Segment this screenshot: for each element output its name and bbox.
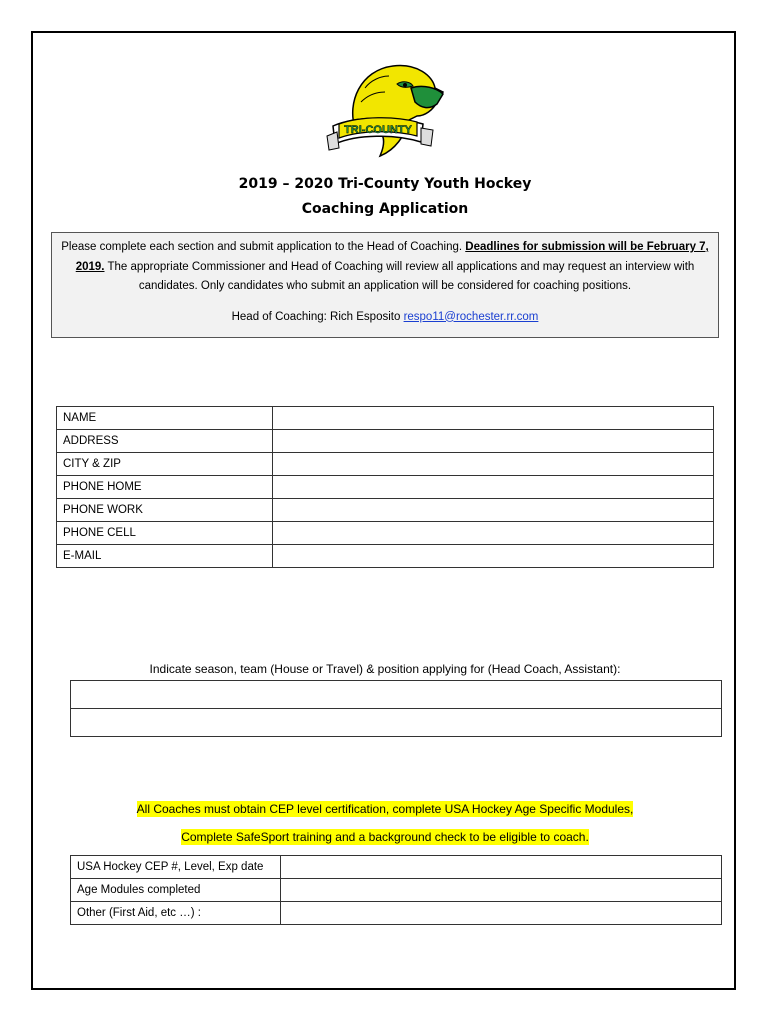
field-value-input[interactable] xyxy=(273,499,714,522)
field-value-input[interactable] xyxy=(273,545,714,568)
field-label: PHONE HOME xyxy=(57,476,273,499)
field-value-input[interactable] xyxy=(273,407,714,430)
table-row xyxy=(57,545,714,568)
certification-table xyxy=(70,855,722,925)
season-position-table xyxy=(70,680,722,737)
certification-warning-line1: All Coaches must obtain CEP level certification, complete USA Hockey Age Specific Modules, xyxy=(136,802,634,816)
table-row xyxy=(57,430,714,453)
table-row xyxy=(71,879,722,902)
field-value-input[interactable] xyxy=(71,681,722,709)
instructions-body: The appropriate Commissioner and Head of Coaching will review all applications and may request an interview with candidates. Only candidates who submit an application will be considered for coaching positions. xyxy=(104,260,695,292)
table-row xyxy=(71,856,722,879)
field-value-input[interactable] xyxy=(71,709,722,737)
field-label: USA Hockey CEP #, Level, Exp date xyxy=(71,856,281,879)
table-row xyxy=(57,476,714,499)
table-row xyxy=(57,522,714,545)
field-label: PHONE CELL xyxy=(57,522,273,545)
field-label: Other (First Aid, etc …) : xyxy=(71,902,281,925)
field-label: CITY & ZIP xyxy=(57,453,273,476)
field-label: NAME xyxy=(57,407,273,430)
contact-info-table xyxy=(56,406,714,568)
logo-text: TRI-COUNTY xyxy=(344,124,412,136)
field-label: PHONE WORK xyxy=(57,499,273,522)
hawk-head-logo-icon xyxy=(325,58,445,162)
document-title: 2019 – 2020 Tri-County Youth Hockey xyxy=(238,176,532,192)
field-value-input[interactable] xyxy=(273,476,714,499)
instructions-intro: Please complete each section and submit application to the Head of Coaching. xyxy=(61,241,466,253)
field-value-input[interactable] xyxy=(281,879,722,902)
field-value-input[interactable] xyxy=(273,522,714,545)
email-link[interactable]: respo11@rochester.rr.com xyxy=(403,310,539,323)
instructions-box xyxy=(51,232,719,338)
head-of-coaching-line xyxy=(60,308,710,328)
field-value-input[interactable] xyxy=(281,902,722,925)
table-row xyxy=(71,709,722,737)
field-label: E-MAIL xyxy=(57,545,273,568)
table-row xyxy=(57,453,714,476)
field-value-input[interactable] xyxy=(273,430,714,453)
field-label: Age Modules completed xyxy=(71,879,281,902)
field-value-input[interactable] xyxy=(281,856,722,879)
table-row xyxy=(57,407,714,430)
season-instructions: Indicate season, team (House or Travel) & position applying for (Head Coach, Assistant): xyxy=(149,662,621,676)
table-row xyxy=(57,499,714,522)
certification-warning-line2: Complete SafeSport training and a background check to be eligible to coach. xyxy=(181,830,589,844)
contact-label: Head of Coaching: Rich Esposito xyxy=(231,310,404,323)
table-row xyxy=(71,681,722,709)
field-label: ADDRESS xyxy=(57,430,273,453)
document-subtitle: Coaching Application xyxy=(301,201,469,217)
field-value-input[interactable] xyxy=(273,453,714,476)
deadline-text: Deadlines for submission will be February 7, 2019. xyxy=(75,241,709,273)
table-row xyxy=(71,902,722,925)
